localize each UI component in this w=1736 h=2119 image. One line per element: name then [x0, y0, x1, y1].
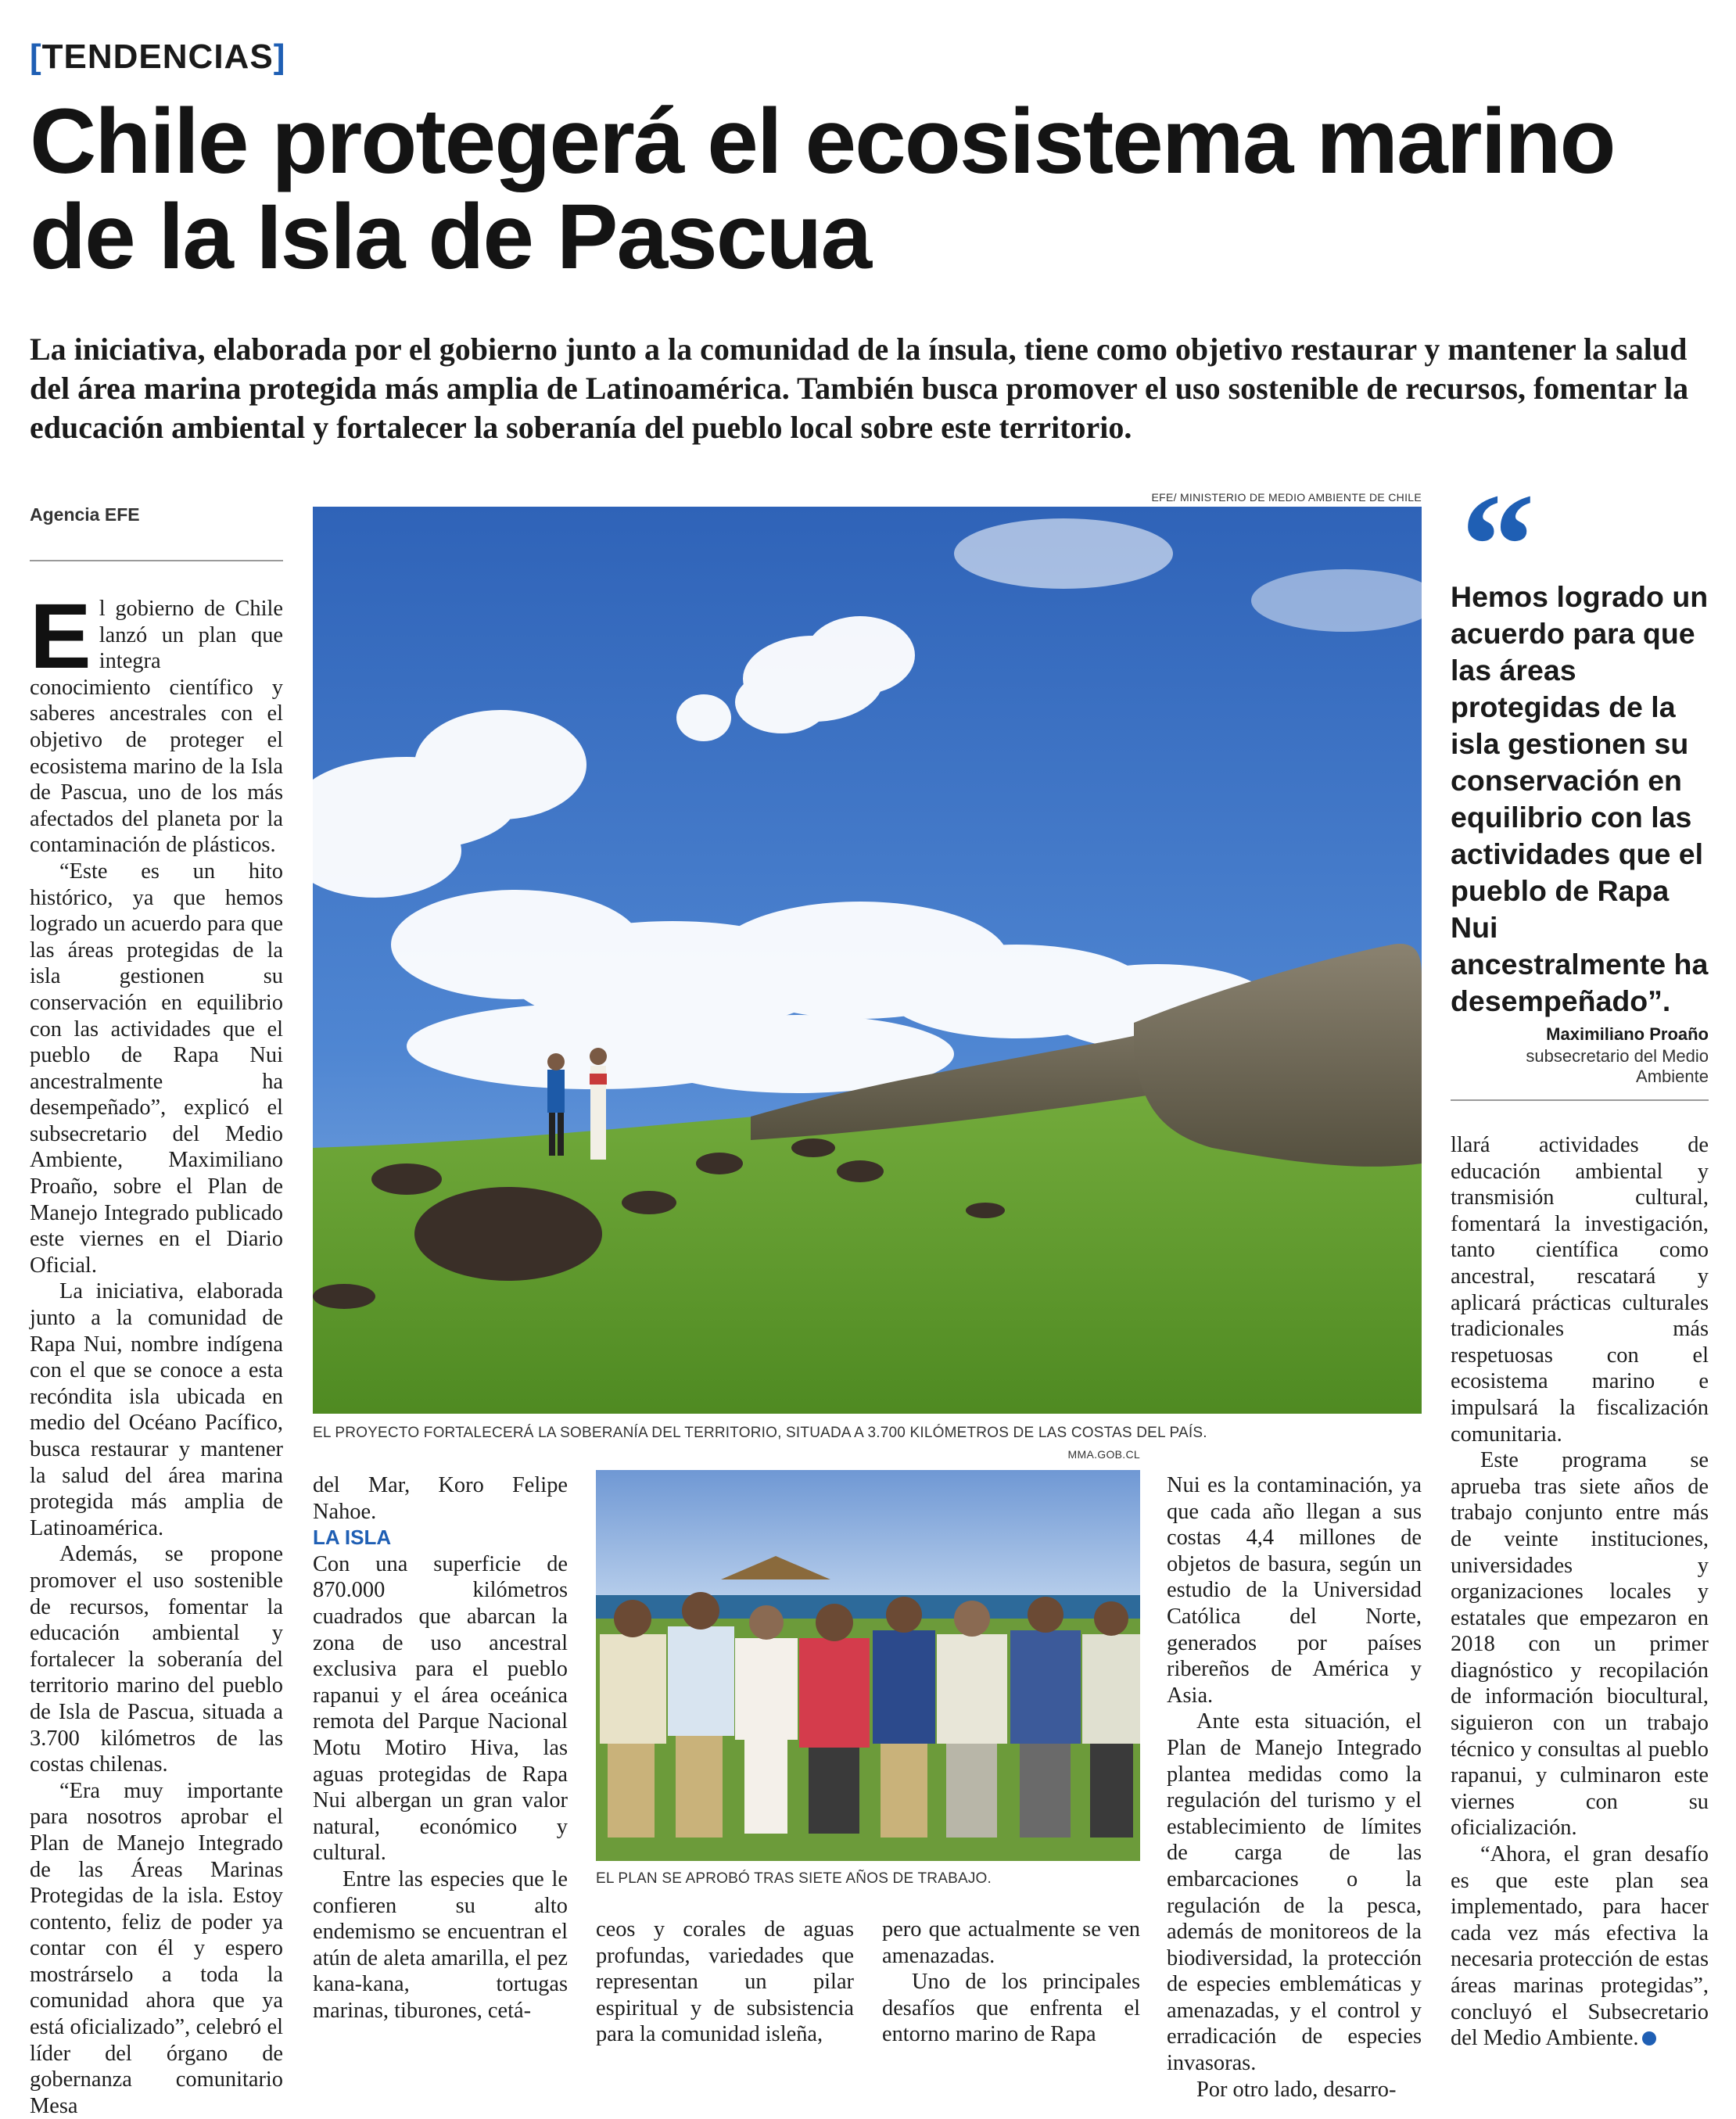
photo-caption: EL PROYECTO FORTALECERÁ LA SOBERANÍA DEL TERRITORIO, SITUADA A 3.700 KILÓMETROS DE LAS COSTAS DEL PAÍS.: [313, 1425, 1207, 1441]
paragraph: llará actividades de educación ambiental y transmisión cultural, fomentará la investigación, tanto científica como ancestral, rescatará y aplicará prácticas culturales tradicionales más respetuosas con el ecosistema marino e impulsará la fiscalización comunitaria.: [1451, 1133, 1709, 1447]
paragraph: “Este es un hito histórico, ya que hemos logrado un acuerdo para que las áreas protegidas de la isla gestionen su conservación en equilibrio con las actividades que el pueblo de Rapa Nui ancestralmente ha desempeñado”, explicó el subsecretario del Medio Ambiente, Maximiliano Proaño, sobre el Plan de Manejo Integrado publicado este viernes en el Diario Oficial.: [30, 859, 283, 1278]
quote-author: Maximiliano Proaño: [1546, 1024, 1709, 1044]
paragraph: La iniciativa, elaborada junto a la comunidad de Rapa Nui, nombre indígena con el que se conoce a esta recóndita isla ubicada en medio del Océano Pacífico, busca restaurar y mantener la salud del área marina protegida más amplia de Latinoamérica.: [30, 1279, 283, 1540]
quote-mark-icon: “: [1461, 464, 1535, 628]
photo-credit: MMA.GOB.CL: [1067, 1448, 1140, 1461]
byline-divider: [30, 560, 283, 561]
drop-cap: E: [30, 585, 91, 688]
paragraph: del Mar, Koro Felipe Nahoe.: [313, 1473, 568, 1524]
section-label: TENDENCIAS: [41, 38, 274, 76]
deck: La iniciativa, elaborada por el gobierno junto a la comunidad de la ínsula, tiene como objetivo restaurar y mantener la salud del área marina protegida más amplia de Latinoamérica. También busca promover el uso sostenible de recursos, fomentar la educación ambiental y fortalecer la soberanía del pueblo local sobre este territorio.: [30, 332, 1689, 445]
quote-divider: [1451, 1099, 1709, 1101]
paragraph: pero que actualmente se ven amenazadas.: [882, 1917, 1140, 1968]
article-column-1: [30, 585, 283, 2119]
pull-quote: Hemos logrado un acuerdo para que las áreas protegidas de la isla gestionen su conservación en equilibrio con las actividades que el pueblo de Rapa Nui ancestralmente ha desempeñado”.: [1451, 580, 1709, 1017]
paragraph: Por otro lado, desarro-: [1196, 2077, 1397, 2102]
main-photo: [313, 507, 1422, 1414]
article-column-2: [313, 1472, 568, 2024]
photo-credit: EFE/ MINISTERIO DE MEDIO AMBIENTE DE CHILE: [1151, 491, 1422, 504]
group-photo: [596, 1470, 1140, 1861]
paragraph: “Ahora, el gran desafío es que este plan sea implementado, para hacer cada vez más efectiva la necesaria protección de estas áreas marinas protegidas”, concluyó el Subsecretario del Medio Ambiente.: [1451, 1842, 1709, 2051]
article-column-5: [1167, 1472, 1422, 2103]
article-column-3: [596, 1916, 854, 2048]
paragraph: Este programa se aprueba tras siete años de trabajo conjunto entre más de veinte instituciones, universidades y organizaciones locales y estatales que empezaron en 2018 con un primer diagnóstico y recopilación de información biocultural, siguieron con un trabajo técnico y consultas al pueblo rapanui, y culminaron este viernes con su oficialización.: [1451, 1448, 1709, 1841]
paragraph: El gobierno de Chile lanzó un plan que integra conocimiento científico y saberes ancestrales con el objetivo de proteger el ecosistema marino de la Isla de Pascua, uno de los más afectados del planeta por la contaminación de plásticos.: [30, 585, 283, 858]
photo-caption: EL PLAN SE APROBÓ TRAS SIETE AÑOS DE TRABAJO.: [596, 1870, 992, 1887]
paragraph: ceos y corales de aguas profundas, variedades que representan un pilar espiritual y de subsistencia para la comunidad isleña,: [596, 1917, 854, 2047]
photo-group: [596, 1470, 1140, 1861]
paragraph: Uno de los principales desafíos que enfrenta el entorno marino de Rapa: [882, 1970, 1140, 2047]
photo-landscape: [313, 507, 1422, 1414]
article-column-6: [1451, 1132, 1709, 2052]
subhead: LA ISLA: [313, 1526, 392, 1550]
section-bracket-open: [: [30, 38, 42, 76]
paragraph: Entre las especies que le confieren su alto endemismo se encuentran el atún de aleta amarilla, el pez kana-kana, tortugas marinas, tiburones, cetá-: [313, 1866, 568, 2023]
end-mark-icon: [1642, 2031, 1656, 2045]
section-bracket-close: ]: [273, 38, 286, 76]
article-column-4: [882, 1916, 1140, 2048]
paragraph: Además, se propone promover el uso sostenible de recursos, fomentar la educación ambiental y fortalecer la soberanía del territorio marino del pueblo de Isla de Pascua, situada a 3.700 kilómetros de las costas chilenas.: [30, 1542, 283, 1777]
paragraph: Con una superficie de 870.000 kilómetros cuadrados que abarcan la zona de uso ancestral exclusiva para el pueblo rapanui y el área oceánica remota del Parque Nacional Motu Motiro Hiva, las aguas protegidas de Rapa Nui albergan un gran valor natural, económico y cultural.: [313, 1551, 568, 1866]
paragraph: Ante esta situación, el Plan de Manejo Integrado plantea medidas como la regulación del turismo y el establecimiento de límites de carga de las embarcaciones o la regulación de la pesca, además de monitoreos de la biodiversidad, la protección de especies emblemáticas y amenazadas, y el control y erradicación de especies invasoras.: [1167, 1709, 1422, 2076]
paragraph: Nui es la contaminación, ya que cada año llegan a sus costas 4,4 millones de objetos de basura, según un estudio de la Universidad Católica del Norte, generados por países ribereños de América y Asia.: [1167, 1473, 1422, 1708]
paragraph: “Era muy importante para nosotros aprobar el Plan de Manejo Integrado de las Áreas Marinas Protegidas de la isla. Estoy contento, feliz de poder ya contar con él y espero mostrárselo a toda la comunidad ahora que ya está oficializado”, celebró el líder del órgano de gobernanza comunitario Mesa: [30, 1778, 283, 2118]
headline: Chile protegerá el ecosistema marino de la Isla de Pascua: [30, 90, 1615, 289]
quote-author-role: subsecretario del Medio Ambiente: [1526, 1046, 1709, 1086]
byline: Agencia EFE: [30, 504, 140, 525]
section-tag: [30, 38, 285, 77]
